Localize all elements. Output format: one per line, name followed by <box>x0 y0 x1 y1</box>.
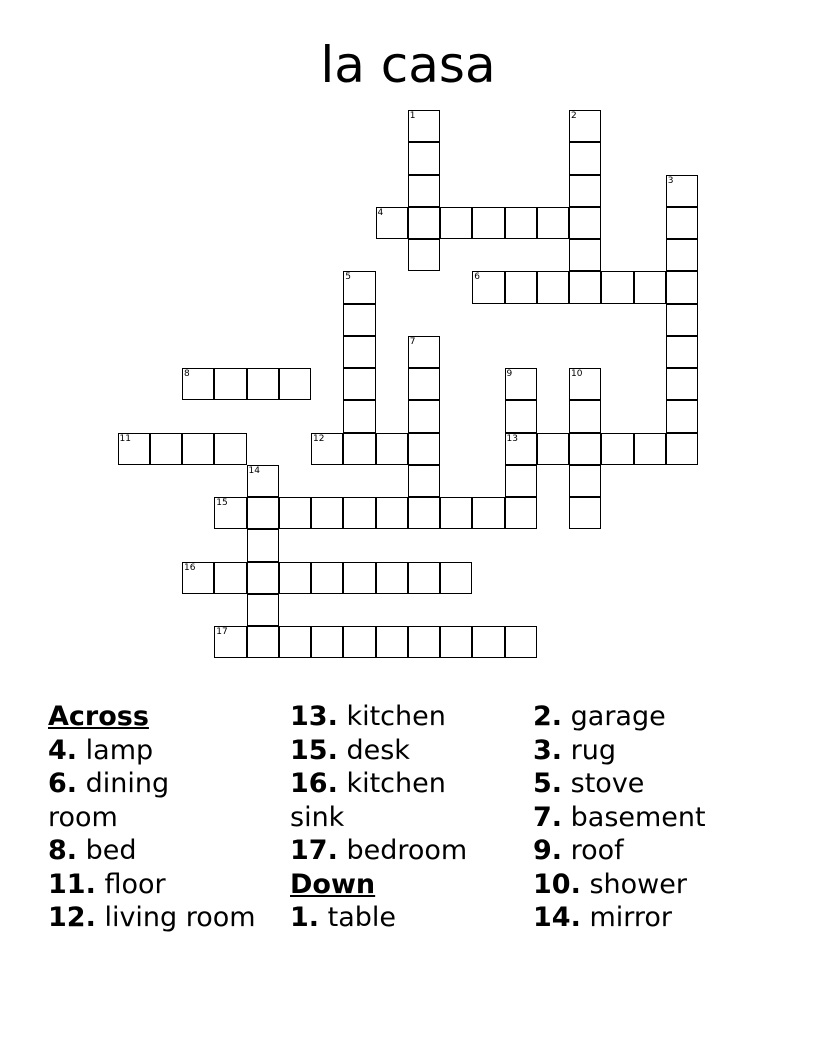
grid-cell[interactable] <box>634 433 666 465</box>
down-clue-7: 7. basement <box>533 801 706 833</box>
grid-cell[interactable] <box>408 110 440 142</box>
grid-cell[interactable] <box>279 562 311 594</box>
grid-cell[interactable] <box>408 142 440 174</box>
grid-cell[interactable] <box>537 271 569 303</box>
grid-cell[interactable] <box>343 433 375 465</box>
grid-cell[interactable] <box>343 562 375 594</box>
grid-cell[interactable] <box>150 433 182 465</box>
cell-number: 14 <box>248 465 260 476</box>
grid-cell[interactable] <box>666 271 698 303</box>
across-clue-17: 17. bedroom <box>290 835 468 866</box>
grid-cell[interactable] <box>376 562 408 594</box>
grid-cell[interactable] <box>408 400 440 432</box>
grid-cell[interactable] <box>182 562 214 594</box>
grid-cell[interactable] <box>343 304 375 336</box>
grid-cell[interactable] <box>408 433 440 465</box>
grid-cell[interactable] <box>279 626 311 658</box>
grid-cell[interactable] <box>569 110 601 142</box>
cell-number: 1 <box>409 111 416 121</box>
grid-cell[interactable] <box>569 465 601 497</box>
cell-number: 8 <box>184 369 190 379</box>
grid-cell[interactable] <box>343 400 375 432</box>
grid-cell[interactable] <box>182 368 214 400</box>
grid-cell[interactable] <box>408 175 440 207</box>
grid-cell[interactable] <box>472 271 504 303</box>
grid-cell[interactable] <box>505 433 537 465</box>
grid-cell[interactable] <box>569 271 601 303</box>
grid-cell[interactable] <box>505 271 537 303</box>
clue-column-3 <box>533 700 803 935</box>
grid-cell[interactable] <box>408 336 440 368</box>
grid-cell[interactable] <box>472 207 504 239</box>
grid-cell[interactable] <box>343 271 375 303</box>
down-clue-1: 1. table <box>290 902 397 933</box>
across-clue-13: 13. kitchen <box>290 701 446 732</box>
grid-cell[interactable] <box>408 626 440 658</box>
down-clue-10: 10. shower <box>533 868 687 900</box>
grid-cell[interactable] <box>666 400 698 432</box>
grid-cell[interactable] <box>376 207 408 239</box>
grid-cell[interactable] <box>569 207 601 239</box>
cell-number: 12 <box>313 433 325 444</box>
grid-cell[interactable] <box>505 497 537 529</box>
cell-number: 2 <box>571 111 577 121</box>
grid-cell[interactable] <box>214 626 246 658</box>
grid-cell[interactable] <box>408 465 440 497</box>
grid-cell[interactable] <box>279 368 311 400</box>
grid-cell[interactable] <box>440 207 472 239</box>
grid-cell[interactable] <box>601 271 633 303</box>
grid-cell[interactable] <box>408 497 440 529</box>
grid-cell[interactable] <box>505 626 537 658</box>
grid-cell[interactable] <box>247 368 279 400</box>
grid-cell[interactable] <box>505 465 537 497</box>
down-clue-9: 9. roof <box>533 835 624 866</box>
grid-cell[interactable] <box>247 497 279 529</box>
across-heading: Across <box>48 701 149 732</box>
grid-cell[interactable] <box>601 433 633 465</box>
grid-cell[interactable] <box>666 336 698 368</box>
grid-cell[interactable] <box>343 626 375 658</box>
grid-cell[interactable] <box>440 497 472 529</box>
grid-cell[interactable] <box>408 368 440 400</box>
down-clue-2: 2. garage <box>533 701 666 732</box>
grid-cell[interactable] <box>569 368 601 400</box>
grid-cell[interactable] <box>214 497 246 529</box>
grid-cell[interactable] <box>666 433 698 465</box>
grid-cell[interactable] <box>376 626 408 658</box>
grid-cell[interactable] <box>343 368 375 400</box>
down-clue-5: 5. stove <box>533 768 645 799</box>
grid-cell[interactable] <box>634 271 666 303</box>
grid-cell[interactable] <box>569 400 601 432</box>
cell-number: 3 <box>667 175 674 186</box>
grid-cell[interactable] <box>247 626 279 658</box>
grid-cell[interactable] <box>505 207 537 239</box>
grid-cell[interactable] <box>408 239 440 271</box>
grid-cell[interactable] <box>279 497 311 529</box>
cell-number: 7 <box>409 336 416 347</box>
grid-cell[interactable] <box>214 433 246 465</box>
grid-cell[interactable] <box>343 336 375 368</box>
across-clue-15: 15. desk <box>290 734 410 766</box>
across-clue-11: 11. floor <box>48 868 166 900</box>
down-clue-3: 3. rug <box>533 734 616 766</box>
grid-cell[interactable] <box>247 594 279 626</box>
grid-cell[interactable] <box>214 368 246 400</box>
cell-number: 6 <box>474 272 480 283</box>
down-heading: Down <box>290 868 376 900</box>
grid-cell[interactable] <box>666 175 698 207</box>
grid-cell[interactable] <box>505 400 537 432</box>
page-title: la casa <box>320 36 496 94</box>
across-clue-6: 6. dining room <box>48 768 170 833</box>
grid-cell[interactable] <box>440 562 472 594</box>
grid-cell[interactable] <box>214 562 246 594</box>
down-clue-14: 14. mirror <box>533 902 672 933</box>
grid-cell[interactable] <box>408 562 440 594</box>
grid-cell[interactable] <box>311 433 343 465</box>
grid-cell[interactable] <box>343 497 375 529</box>
grid-cell[interactable] <box>505 368 537 400</box>
across-clue-12: 12. living room <box>48 902 256 933</box>
across-clue-4: 4. lamp <box>48 734 154 766</box>
across-clue-16: 16. kitchen sink <box>290 768 446 833</box>
cell-number: 11 <box>119 433 131 444</box>
clue-column-1 <box>48 700 283 935</box>
across-clue-8: 8. bed <box>48 835 137 866</box>
grid-cell[interactable] <box>569 175 601 207</box>
cell-number: 17 <box>216 627 228 637</box>
cell-number: 5 <box>345 272 351 283</box>
grid-cell[interactable] <box>666 304 698 336</box>
grid-cell[interactable] <box>440 626 472 658</box>
cell-number: 13 <box>506 433 518 444</box>
grid-cell[interactable] <box>311 626 343 658</box>
grid-cell[interactable] <box>537 433 569 465</box>
grid-cell[interactable] <box>666 368 698 400</box>
cell-number: 9 <box>506 369 513 379</box>
cell-number: 4 <box>377 207 384 218</box>
grid-cell[interactable] <box>247 465 279 497</box>
grid-cell[interactable] <box>569 142 601 174</box>
grid-cell[interactable] <box>182 433 214 465</box>
grid-cell[interactable] <box>247 562 279 594</box>
grid-cell[interactable] <box>376 497 408 529</box>
grid-cell[interactable] <box>569 497 601 529</box>
grid-cell[interactable] <box>118 433 150 465</box>
grid-cell[interactable] <box>472 497 504 529</box>
grid-cell[interactable] <box>311 562 343 594</box>
clue-column-2 <box>290 700 525 935</box>
grid-cell[interactable] <box>537 207 569 239</box>
cell-number: 16 <box>184 562 196 573</box>
grid-cell[interactable] <box>247 529 279 561</box>
grid-cell[interactable] <box>666 239 698 271</box>
grid-cell[interactable] <box>569 239 601 271</box>
grid-cell[interactable] <box>311 497 343 529</box>
grid-cell[interactable] <box>376 433 408 465</box>
grid-cell[interactable] <box>408 207 440 239</box>
grid-cell[interactable] <box>569 433 601 465</box>
cell-number: 15 <box>216 498 228 508</box>
grid-cell[interactable] <box>472 626 504 658</box>
cell-number: 10 <box>571 369 583 379</box>
grid-cell[interactable] <box>666 207 698 239</box>
